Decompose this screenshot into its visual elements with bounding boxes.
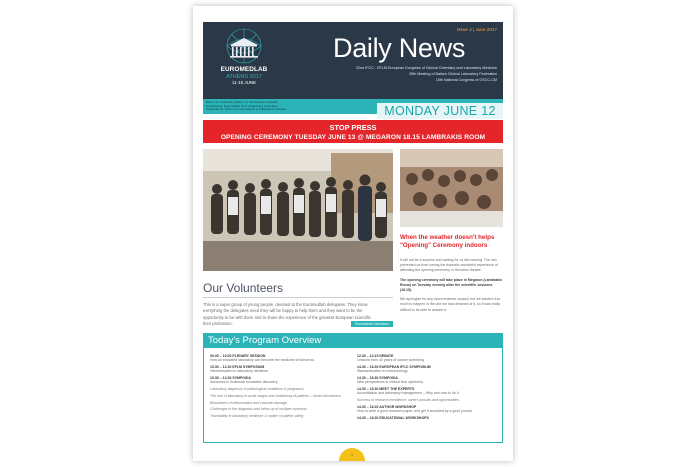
issue-label: Issue 2 | June 2017: [456, 27, 497, 32]
program-row: [357, 376, 496, 384]
info-line: Editor: Dr. Katherine (Kate) C.S. Richardson (Canada): [206, 100, 279, 104]
program-session-note: Standardization in endocrinology: [357, 369, 408, 374]
program-session-note: Success in research excellence: career pursuits and opportunities: [357, 398, 459, 402]
program-row: [210, 401, 349, 405]
program-session-note: How an educated laboratory can become the medicine of tomorrow: [210, 358, 315, 363]
congress-line: 25th Meeting of Balkan Clinical Laboratory Federation: [409, 72, 497, 76]
program-session-title: 10.30 – 12.30 EFLM SYMPOSIUM: [210, 365, 265, 369]
congress-line: 15th National Congress of GSCC-CM: [435, 78, 497, 82]
program-row: [210, 394, 349, 398]
program-row: [210, 354, 349, 362]
side-headline-line: "Opening" Ceremony indoors: [400, 242, 488, 249]
heading-rule: [203, 297, 393, 298]
program-session-note: Challenges in the diagnosis and follow up of multiple myeloma: [210, 407, 307, 412]
side-paragraph-bold: The opening ceremony will take place in Megaron (Lambrakis Room) on Tuesday evening after the scientific sessions (18.15).: [400, 277, 503, 293]
brand-name: EUROMEDLAB: [220, 66, 268, 73]
congress-lines: [292, 65, 497, 83]
program-heading: Today's Program Overview: [204, 334, 502, 348]
program-session-note: Lessons from 40 years of cancer screening: [357, 358, 424, 363]
info-line: Published by: IFCC Communications & Publications Division: [206, 107, 287, 112]
event-city: ATHENS 2017: [226, 74, 262, 80]
program-session-note: Advances in molecular biomarker discovery: [210, 380, 278, 385]
program-session-title: 14.30 – 16.30 EUROPEAN IFCC SYMPOSIUM: [357, 365, 431, 369]
program-session-note: Traceability in laboratory medicine: A matter of patient safety: [210, 414, 304, 419]
volunteers-line: their profession.: [203, 320, 233, 326]
program-row: [357, 398, 496, 402]
stop-press-label: STOP PRESS: [329, 123, 377, 132]
program-session-title: 14.30 – 16.30 MEET THE EXPERTS: [357, 387, 415, 391]
stop-press-text: OPENING CEREMONY TUESDAY JUNE 13 @ MEGARON 18.15 LAMBRAKIS ROOM: [220, 134, 486, 141]
program-session-title: 10.30 – 12.30 SYMPOSIA: [210, 376, 251, 380]
program-row: [357, 387, 496, 395]
program-row: [357, 405, 496, 413]
program-session-note: Biomarkers of inflammation and vascular damage: [210, 400, 287, 405]
program-session-title: 09.00 – 10.00 PLENARY SESSION: [210, 354, 266, 358]
program-session-title: 14.30 – 16.30 SYMPOSIA: [357, 376, 398, 380]
euromedlab-logo: [203, 22, 285, 99]
program-session-title: 12.30 – 14.15 DEBATE: [357, 354, 394, 358]
newsletter-page: [193, 6, 513, 461]
volunteers-photo: [203, 149, 393, 271]
program-column-left: [210, 354, 349, 423]
program-session-note: Accreditation and laboratory management – Why and how to do it: [357, 391, 459, 396]
volunteers-badge: Euromedlab Volunteers: [351, 321, 393, 327]
volunteers-line: everything the delegates need they will be happy to help them and they want to be the: [203, 308, 363, 314]
program-row: [357, 354, 496, 362]
masthead: [203, 22, 503, 99]
program-column-right: [349, 354, 496, 423]
page-number: 1: [350, 452, 354, 457]
program-row: [210, 376, 349, 384]
stop-press-banner: [203, 120, 503, 143]
program-row: [210, 414, 349, 418]
side-paragraph: We apologise for any inconvenience caused, but we wanted it so much to happen in the one we had dreamed of it, so it was really difficult to be able to answer it.: [400, 297, 501, 312]
program-session-note: Laboratory diagnosis of pathological conditions in pregnancy: [210, 387, 304, 391]
program-session-note: The role of laboratory in acute stages and monitoring of patients – stroke biomarkers: [210, 393, 341, 398]
program-row: [357, 365, 496, 373]
program-row: [210, 387, 349, 391]
crowd-photo: [400, 149, 503, 227]
program-row: [357, 416, 496, 420]
side-headline-line: When the weather doesn't helps: [400, 234, 495, 241]
info-line: Contributing: Euromedlab 2017 Organising committee: [206, 103, 278, 108]
program-row: [210, 407, 349, 411]
program-session-title: 14.30 – 16.00 EDUCATIONAL WORKSHOPS: [357, 415, 429, 420]
side-paragraph: It will not be a surprise and waiting for us tall evening. The rain prevented us from having the dramatic wonderful experience of attending the opening ceremony in Herodion theatre.: [400, 258, 498, 273]
volunteers-heading: Our Volunteers: [203, 281, 284, 295]
program-overview-box: [203, 333, 503, 443]
parthenon-logo-icon: [221, 26, 267, 66]
side-story-headline: [400, 234, 503, 250]
program-session-note: New perspectives in clinical flow cytometry: [357, 380, 424, 385]
event-dates: 11-15 JUNE: [231, 80, 257, 85]
congress-line: 22nd IFCC - EFLM European Congress of Clinical Chemistry and Laboratory Medicine: [355, 66, 497, 70]
program-session-title: 14.30 – 16.30 AUTHOR WORKSHOP: [357, 404, 417, 409]
program-session-note: How to write a good research paper, and get it accepted by a good journal: [357, 409, 472, 413]
volunteers-line: This is a super group of young people, devoted to the Euromedlab delegates. They know: [203, 302, 368, 307]
dateline: MONDAY JUNE 12: [377, 103, 503, 119]
program-session-note: Harmonisation in laboratory medicine: [210, 369, 268, 374]
program-row: [210, 365, 349, 373]
side-story-body: [400, 258, 503, 317]
masthead-title-block: [285, 22, 503, 99]
volunteers-line: opportunity to be with them and to share the experience of the greatest European scientific: [203, 314, 371, 320]
newsletter-title: Daily News: [333, 33, 466, 63]
